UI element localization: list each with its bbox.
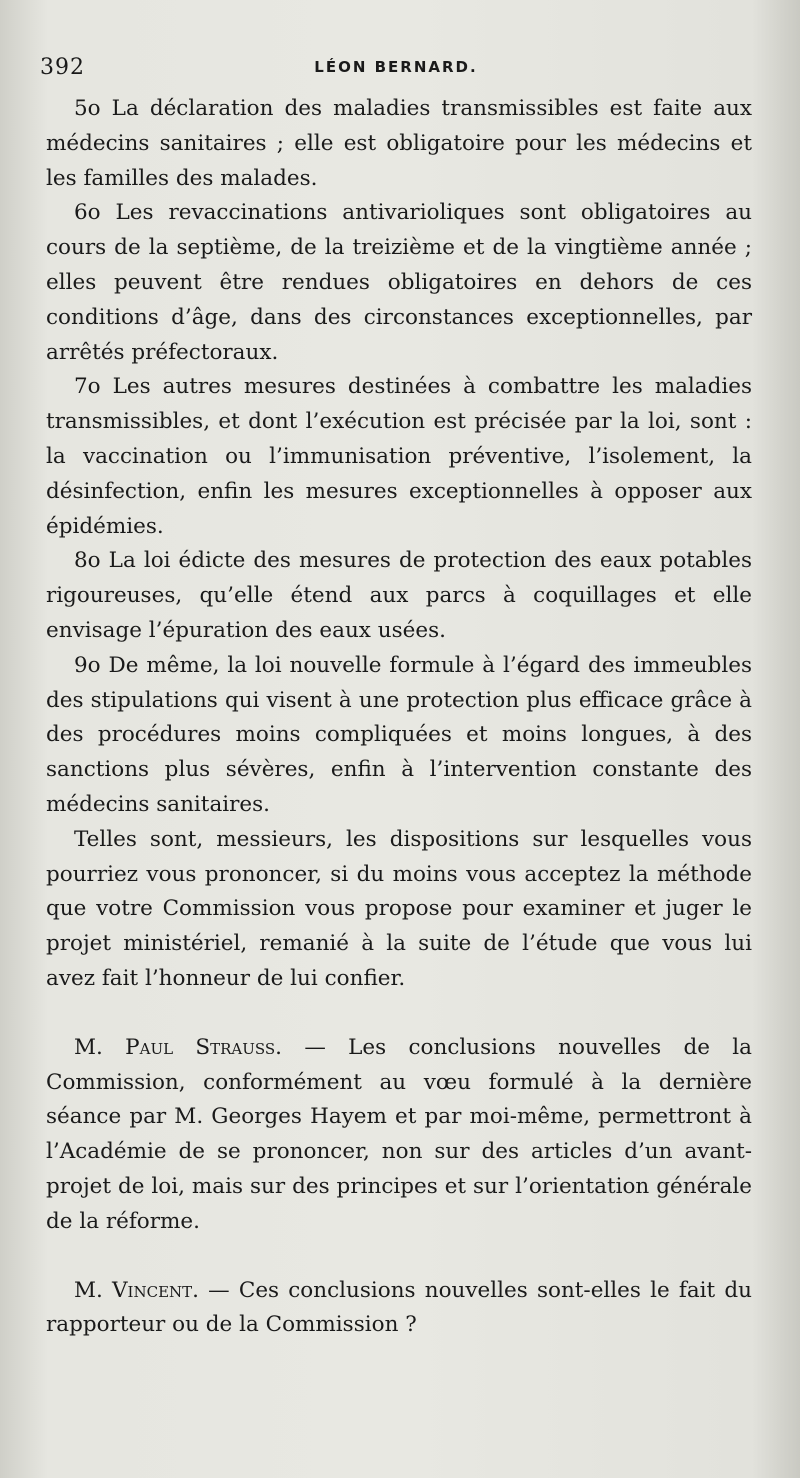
paragraph-5: 5o La déclaration des maladies transmissibles est faite aux médecins sanitaires ; elle est obligatoire pour les médecins et les familles des malades.: [46, 96, 752, 191]
speaker-strauss: M. Paul Strauss.: [74, 1034, 283, 1060]
paragraph-6: 6o Les revaccinations antivarioliques sont obligatoires au cours de la septième, de la treizième et de la vingtième année ; elles peuvent être rendues obligatoires en dehors de ces conditions d’âge, dans des circonstances exceptionnelles, par arrêtés préfectoraux.: [46, 200, 752, 365]
paragraph-8: 8o La loi édicte des mesures de protection des eaux potables rigoureuses, qu’elle étend aux parcs à coquillages et elle envisage l’épuration des eaux usées.: [46, 548, 752, 643]
paragraph-strauss: [46, 1031, 752, 1240]
paragraph-telles: Telles sont, messieurs, les dispositions sur lesquelles vous pourriez vous prononcer, si du moins vous acceptez la méthode que votre Commission vous propose pour examiner et juger le projet ministériel, remanié à la suite de l’étude que vous lui avez fait l’honneur de lui confier.: [46, 826, 752, 991]
paragraph-7: 7o Les autres mesures destinées à combattre les maladies transmissibles, et dont l’exécution est précisée par la loi, sont : la vaccination ou l’immunisation préventive, l’isolement, la désinfection, enfin les mesures exceptionnelles à opposer aux épidémies.: [46, 374, 752, 539]
speaker-vincent: M. Vincent.: [74, 1277, 199, 1303]
spacer: [46, 1240, 752, 1274]
running-head: LÉON BERNARD.: [314, 58, 478, 76]
body-text: [46, 92, 752, 1343]
paragraph-vincent: [46, 1274, 752, 1344]
page-header: [40, 55, 752, 85]
spacer: [46, 997, 752, 1031]
paragraph-9: 9o De même, la loi nouvelle formule à l’égard des immeubles des stipulations qui visent à une protection plus efficace grâce à des procédures moins compliquées et moins longues, à des sanctions plus sévères, enfin à l’intervention constante des médecins sanitaires.: [46, 652, 752, 817]
vincent-text: — Ces conclusions nouvelles sont-elles le fait du rapporteur ou de la Commission ?: [46, 1277, 752, 1338]
page-number: 392: [40, 55, 85, 80]
strauss-text: — Les conclusions nouvelles de la Commission, conformément au vœu formulé à la dernière séance par M. Georges Hayem et par moi-même, permettront à l’Académie de se prononcer, non sur des articles d’un avant-projet de loi, mais sur des principes et sur l’orientation générale de la réforme.: [46, 1034, 752, 1234]
